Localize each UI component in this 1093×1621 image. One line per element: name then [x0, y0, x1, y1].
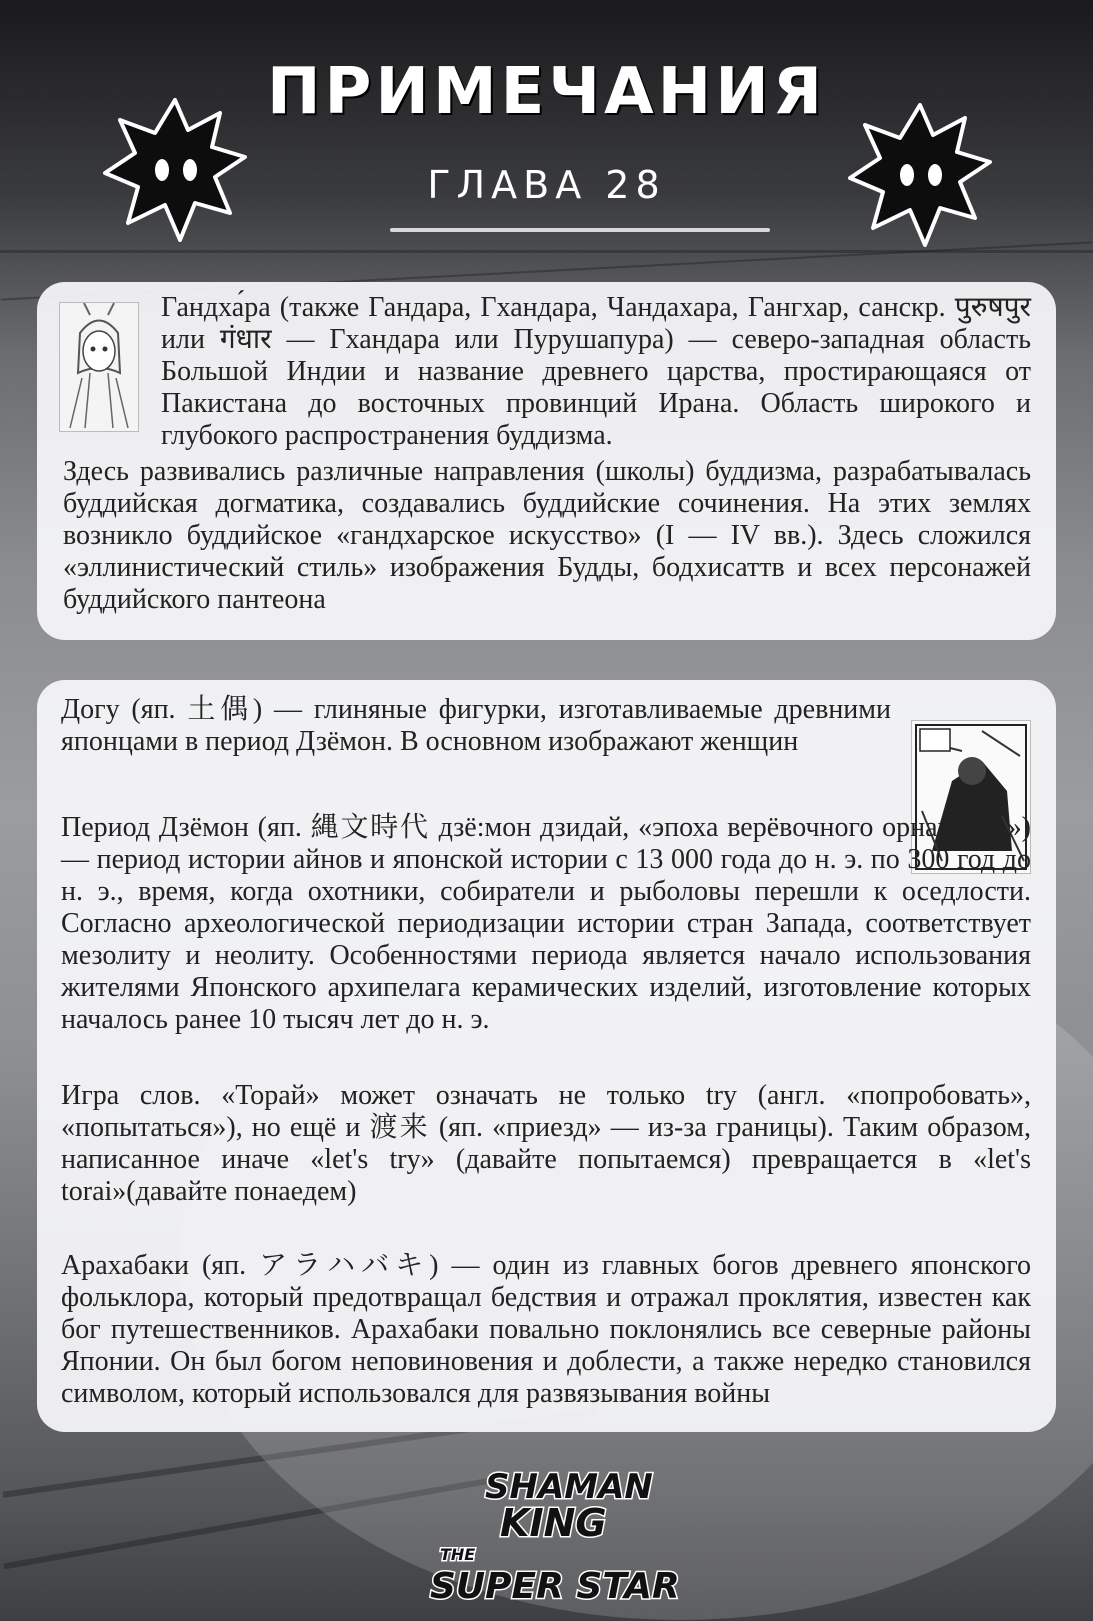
spiky-spirit-icon-left [100, 95, 250, 245]
torai-wordplay: Игра слов. «Торай» может означать не только try (англ. «попробовать», «попытаться»), но ещё и 渡来 (яп. «приезд» — из-за границы). Таким образом, написанное иначе «let's try» (давайте попытаемся) превращается в «let's torai»(давайте понаедем) [61, 1080, 1031, 1207]
logo-super-star: SUPER STAR [430, 1566, 680, 1607]
arahabaki-definition: Арахабаки (яп. アラハバキ) — один из главных богов древнего японского фольклора, который предотвращал бедствия и отражал проклятия, известен как бог путешественников. Арахабаки повально поклонялись все северные районы Японии. Он был богом неповиновения и доблести, а также нередко становился символом, который использовался для развязывания войны [61, 1250, 1031, 1409]
dogu-definition: Догу (яп. 土偶) — глиняные фигурки, изготавливаемые древними японцами в период Дзёмон. В основном изображают женщин [61, 694, 891, 757]
logo-the: THE [440, 1545, 476, 1564]
gandhara-buddhism: Здесь развивались различные направления (школы) буддизма, разрабатывалась буддийская догматика, создавались буддийские сочинения. На этих землях возникло буддийское «гандхарское искусство» (I — IV вв.). Здесь сложился «эллинистический стиль» изображения Будды, бодхисаттв и всех персонажей буддийского пантеона [63, 456, 1031, 615]
logo-king: KING [500, 1501, 607, 1545]
jomon-definition: Период Дзёмон (яп. 縄文時代 дзё:мон дзидай, «эпоха верёвочного орнамента») — период истории айнов и японской истории с 13 000 года до н. э. по 300 год до н. э., время, когда охотники, собиратели и рыболовы перешли к оседлости. Согласно археологической периодизации истории стран Запада, соответствует мезолиту и неолиту. Особенностями периода является начало использования жителями Японского архипелага керамических изделий, изготовление которых началось ранее 10 тысяч лет до н. э. [61, 812, 1031, 1035]
chapter-subtitle: ГЛАВА 28 [427, 163, 666, 207]
spiky-spirit-icon-right [845, 100, 995, 250]
notes-card-gandhara [37, 282, 1056, 640]
gandhara-definition: Гандха́ра (также Гандара, Гхандара, Чандахара, Гангхар, санскр. पुरुषपुर или गंधार — Гхандара или Пурушапура) — северо-западная область Большой Индии и название древнего царства, простирающаяся от Пакистана до восточных провинций Ирана. Область широкого и глубокого распространения буддизма. [161, 292, 1031, 451]
manga-girl-thumbnail [59, 302, 139, 432]
notes-card-jomon [37, 680, 1056, 1432]
page-title: ПРИМЕЧАНИЯ [266, 55, 827, 129]
header-divider [390, 228, 770, 232]
logo-shaman: SHAMAN [485, 1467, 653, 1507]
shaman-king-logo [420, 1460, 680, 1610]
